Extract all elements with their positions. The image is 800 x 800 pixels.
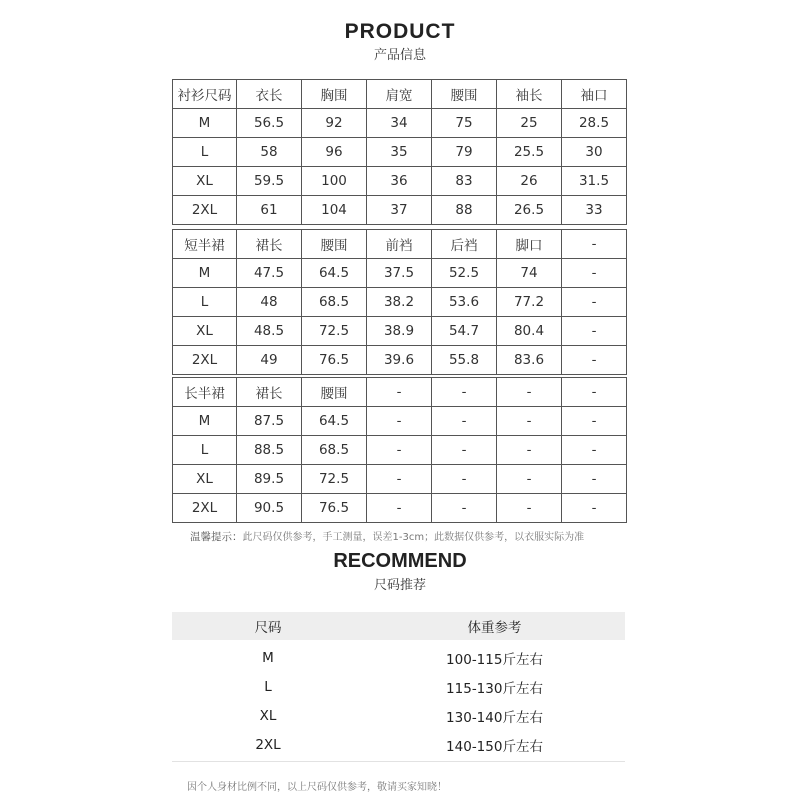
table-header-cell: 袖口 — [562, 80, 627, 109]
product-subtitle: 产品信息 — [373, 48, 426, 63]
table-row — [173, 259, 627, 288]
recommend-size-cell: L — [264, 678, 272, 695]
table-cell: - — [497, 436, 562, 465]
size-tip-label: 温馨提示： — [190, 531, 243, 543]
table-cell: 30 — [562, 138, 627, 167]
table-cell: 100 — [302, 167, 367, 196]
table-cell: - — [562, 407, 627, 436]
table-header-cell: 袖长 — [497, 80, 562, 109]
table-cell: 34 — [367, 109, 432, 138]
table-cell: 58 — [237, 138, 302, 167]
table-cell: 48 — [237, 288, 302, 317]
size-tip-note — [190, 528, 610, 544]
recommend-size-cell: XL — [259, 707, 277, 724]
table-cell: 38.2 — [367, 288, 432, 317]
table-cell: 28.5 — [562, 109, 627, 138]
table-cell: 79 — [432, 138, 497, 167]
table-row — [173, 138, 627, 167]
table-row — [173, 167, 627, 196]
recommend-weight-cell: 140-150斤左右 — [446, 738, 543, 755]
table-cell: 47.5 — [237, 259, 302, 288]
table-cell: XL — [173, 167, 237, 196]
table-header-cell: 腰围 — [432, 80, 497, 109]
table-row — [173, 494, 627, 523]
table-cell: 31.5 — [562, 167, 627, 196]
table-header-cell: 腰围 — [302, 378, 367, 407]
recommend-row — [172, 701, 625, 730]
table-cell: 53.6 — [432, 288, 497, 317]
table-cell: 39.6 — [367, 346, 432, 375]
recommend-subtitle: 尺码推荐 — [373, 578, 426, 593]
table-header-row — [173, 378, 627, 407]
table-cell: 37.5 — [367, 259, 432, 288]
table-cell: 54.7 — [432, 317, 497, 346]
table-cell: 87.5 — [237, 407, 302, 436]
table-row — [173, 288, 627, 317]
table-cell: - — [367, 436, 432, 465]
table-row — [173, 436, 627, 465]
table-cell: 49 — [237, 346, 302, 375]
table-cell: XL — [173, 317, 237, 346]
table-header-cell: - — [562, 230, 627, 259]
shirt-size-table — [172, 79, 627, 225]
table-cell: 89.5 — [237, 465, 302, 494]
table-cell: 35 — [367, 138, 432, 167]
table-cell: 72.5 — [302, 465, 367, 494]
table-cell: 26 — [497, 167, 562, 196]
footer-note: 因个人身材比例不同，以上尺码仅供参考，敬请买家知晓！ — [187, 782, 447, 793]
table-cell: 83 — [432, 167, 497, 196]
table-cell: - — [432, 465, 497, 494]
short-skirt-size-table — [172, 229, 627, 375]
table-cell: - — [432, 436, 497, 465]
table-cell: 76.5 — [302, 346, 367, 375]
table-cell: 96 — [302, 138, 367, 167]
recommend-row — [172, 643, 625, 672]
table-cell: 38.9 — [367, 317, 432, 346]
table-cell: 68.5 — [302, 288, 367, 317]
recommend-header-row — [172, 612, 625, 640]
table-cell: L — [173, 288, 237, 317]
table-header-cell: - — [497, 378, 562, 407]
table-header-cell: 后裆 — [432, 230, 497, 259]
table-cell: 55.8 — [432, 346, 497, 375]
table-cell: 77.2 — [497, 288, 562, 317]
table-cell: XL — [173, 465, 237, 494]
table-cell: - — [367, 494, 432, 523]
table-cell: 76.5 — [302, 494, 367, 523]
table-cell: L — [173, 138, 237, 167]
table-cell: 59.5 — [237, 167, 302, 196]
table-cell: - — [562, 346, 627, 375]
table-cell: 37 — [367, 196, 432, 225]
table-cell: 75 — [432, 109, 497, 138]
table-cell: - — [562, 317, 627, 346]
recommend-body — [172, 640, 625, 762]
table-cell: M — [173, 407, 237, 436]
table-header-cell: 裙长 — [237, 230, 302, 259]
table-cell: 104 — [302, 196, 367, 225]
table-cell: 2XL — [173, 494, 237, 523]
table-cell: 90.5 — [237, 494, 302, 523]
table-cell: 83.6 — [497, 346, 562, 375]
table-cell: 36 — [367, 167, 432, 196]
table-header-row — [173, 230, 627, 259]
table-cell: 92 — [302, 109, 367, 138]
table-row — [173, 346, 627, 375]
recommend-row — [172, 672, 625, 701]
recommend-size-cell: M — [262, 649, 274, 666]
table-cell: - — [562, 465, 627, 494]
table-header-cell: 腰围 — [302, 230, 367, 259]
table-header-cell: - — [562, 378, 627, 407]
table-row — [173, 317, 627, 346]
recommend-weight-cell: 130-140斤左右 — [446, 709, 543, 726]
table-row — [173, 465, 627, 494]
table-cell: M — [173, 109, 237, 138]
table-cell: 88.5 — [237, 436, 302, 465]
table-header-cell: 胸围 — [302, 80, 367, 109]
table-cell: - — [367, 407, 432, 436]
table-cell: 68.5 — [302, 436, 367, 465]
table-cell: - — [497, 465, 562, 494]
table-cell: 2XL — [173, 346, 237, 375]
recommend-header-weight: 体重参考 — [467, 620, 522, 636]
size-recommend-table — [172, 612, 625, 762]
table-cell: - — [562, 494, 627, 523]
table-header-cell: 衬衫尺码 — [173, 80, 237, 109]
table-cell: - — [562, 436, 627, 465]
table-cell: - — [562, 288, 627, 317]
table-cell: 2XL — [173, 196, 237, 225]
recommend-title: RECOMMEND — [333, 550, 467, 572]
table-cell: - — [432, 407, 497, 436]
table-header-cell: 长半裙 — [173, 378, 237, 407]
table-cell: - — [497, 407, 562, 436]
table-header-cell: - — [367, 378, 432, 407]
table-row — [173, 109, 627, 138]
table-header-row — [173, 80, 627, 109]
table-cell: M — [173, 259, 237, 288]
table-cell: 61 — [237, 196, 302, 225]
table-cell: 33 — [562, 196, 627, 225]
table-header-cell: 衣长 — [237, 80, 302, 109]
table-cell: - — [497, 494, 562, 523]
recommend-header-size: 尺码 — [254, 620, 282, 636]
recommend-weight-cell: 100-115斤左右 — [446, 651, 543, 668]
table-cell: L — [173, 436, 237, 465]
table-cell: 52.5 — [432, 259, 497, 288]
table-cell: 74 — [497, 259, 562, 288]
table-cell: - — [562, 259, 627, 288]
table-header-cell: 脚口 — [497, 230, 562, 259]
table-cell: 26.5 — [497, 196, 562, 225]
table-cell: 56.5 — [237, 109, 302, 138]
table-cell: 25 — [497, 109, 562, 138]
table-cell: - — [432, 494, 497, 523]
table-cell: 25.5 — [497, 138, 562, 167]
table-row — [173, 407, 627, 436]
table-cell: - — [367, 465, 432, 494]
table-cell: 80.4 — [497, 317, 562, 346]
table-header-cell: 短半裙 — [173, 230, 237, 259]
table-cell: 64.5 — [302, 407, 367, 436]
recommend-size-cell: 2XL — [255, 736, 281, 753]
product-title: PRODUCT — [344, 20, 456, 43]
long-skirt-size-table — [172, 377, 627, 523]
recommend-row — [172, 730, 625, 759]
table-cell: 88 — [432, 196, 497, 225]
table-row — [173, 196, 627, 225]
table-header-cell: 裙长 — [237, 378, 302, 407]
table-header-cell: 肩宽 — [367, 80, 432, 109]
table-header-cell: 前裆 — [367, 230, 432, 259]
table-cell: 64.5 — [302, 259, 367, 288]
table-header-cell: - — [432, 378, 497, 407]
size-tip-text: 此尺码仅供参考，手工测量，误差1-3cm；此数据仅供参考，以衣服实际为准 — [242, 532, 585, 543]
table-cell: 72.5 — [302, 317, 367, 346]
recommend-weight-cell: 115-130斤左右 — [446, 680, 543, 697]
table-cell: 48.5 — [237, 317, 302, 346]
